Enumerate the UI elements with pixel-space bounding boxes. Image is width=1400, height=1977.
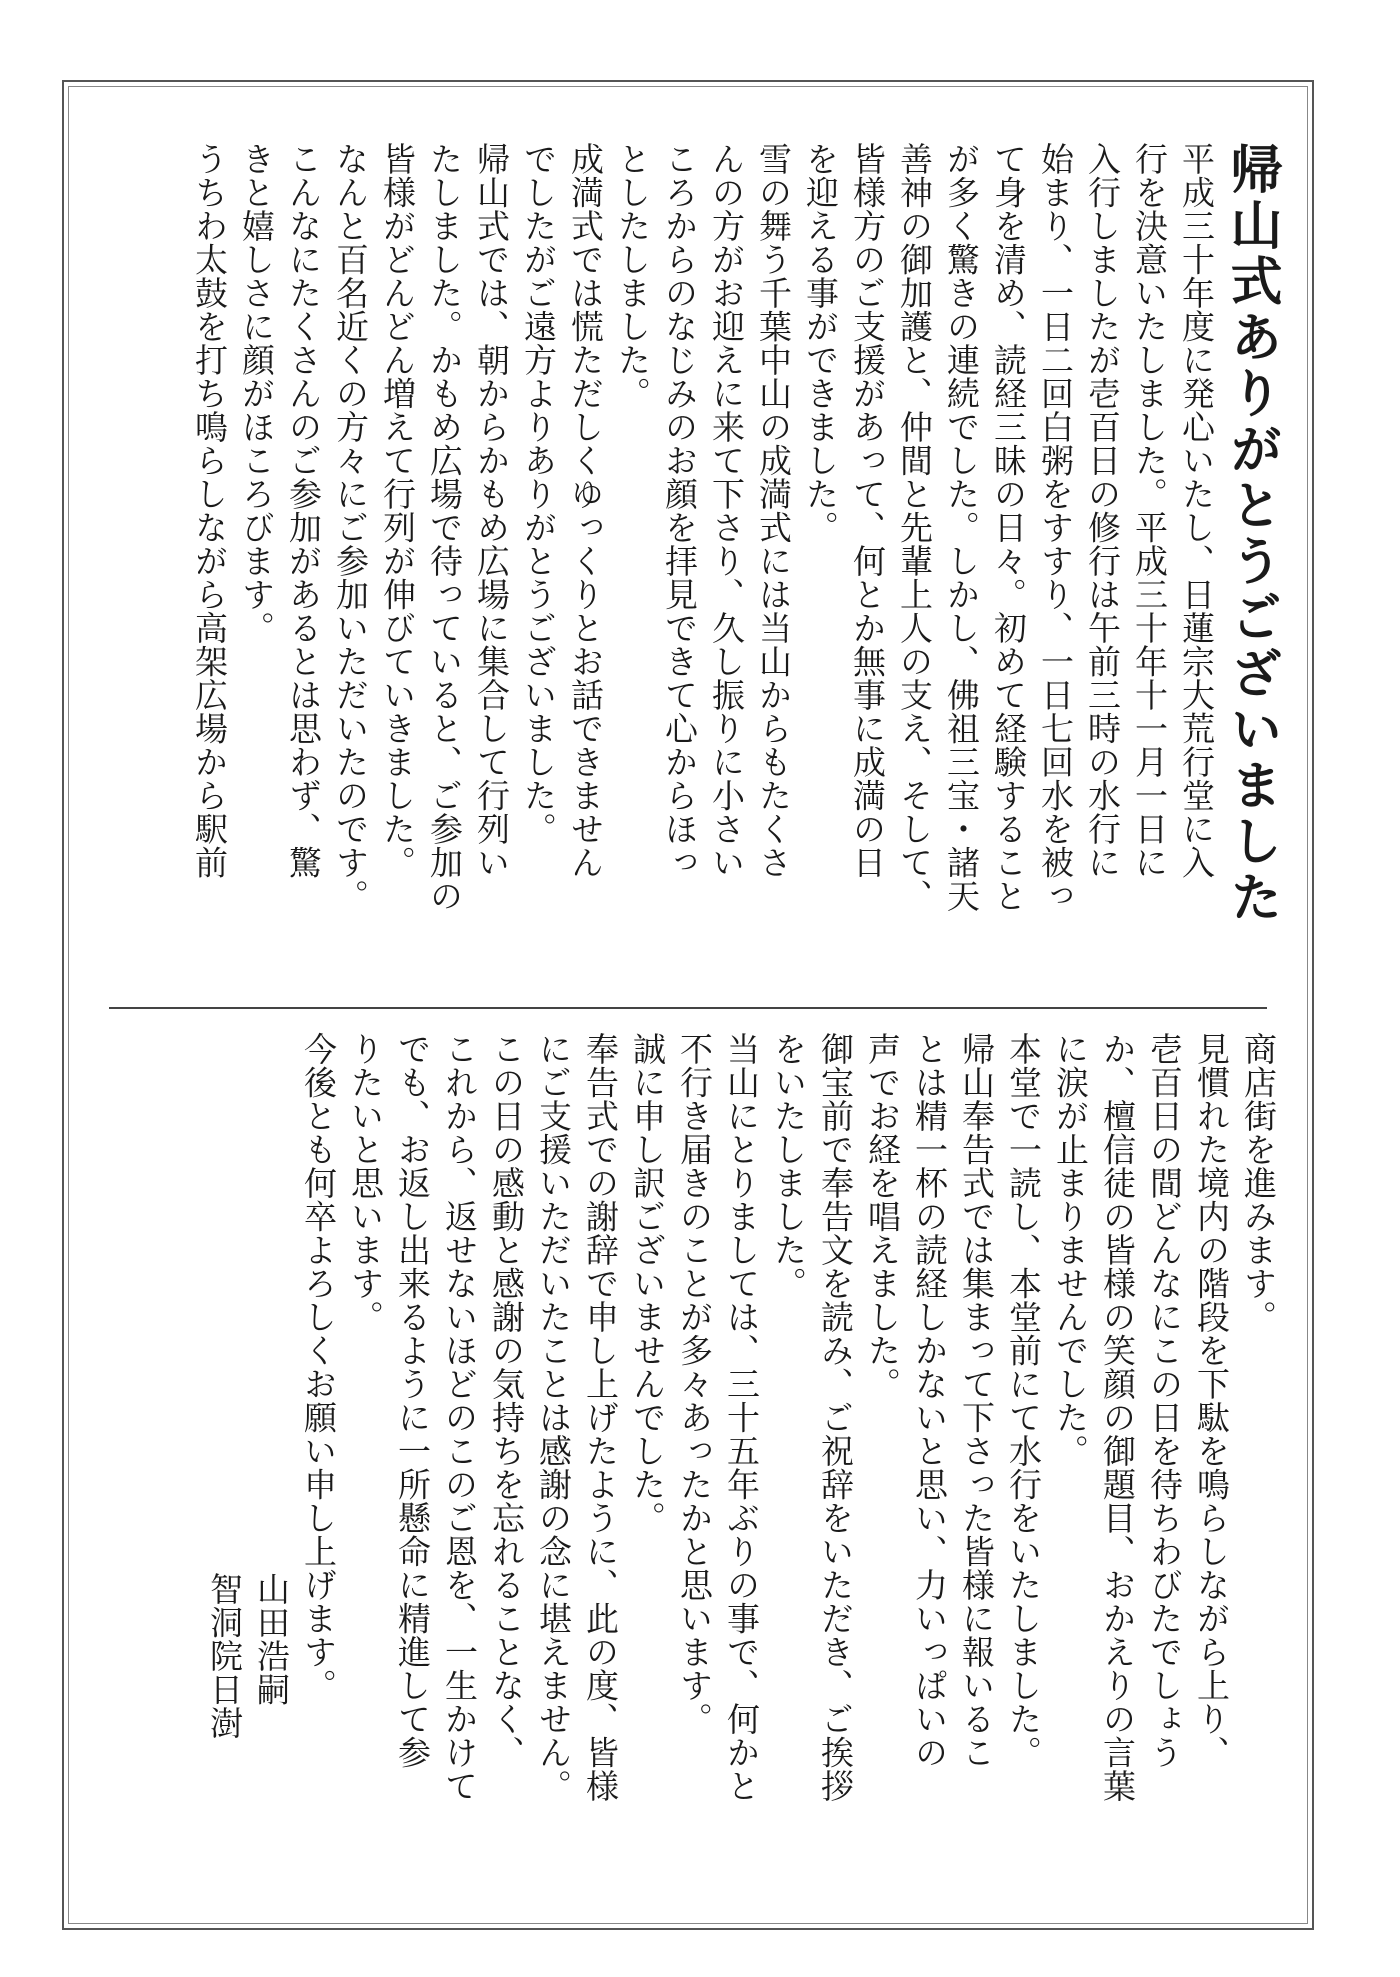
top-text-panel xyxy=(186,142,1282,982)
body-line: 皆様がどんどん増えて行列が伸びていきました。 xyxy=(378,142,417,879)
body-line: 奉告式での謝辞で申し上げたように、此の度、皆様 xyxy=(581,1032,620,1803)
body-line: か、檀信徒の皆様の笑顔の御題目、おかえりの言葉 xyxy=(1098,1032,1137,1803)
body-line: 雪の舞う千葉中山の成満式には当山からもたくさ xyxy=(754,142,793,879)
body-line: 声でお経を唱えました。 xyxy=(863,1032,902,1401)
signature-title-name: 智洞院日澍 xyxy=(205,1572,244,1740)
body-line: 不行き届きのことが多々あったかと思います。 xyxy=(675,1032,714,1736)
document-title: 帰山式ありがとうございました xyxy=(1221,142,1282,926)
body-line: でも、お返し出来るように一所懸命に精進して参 xyxy=(393,1032,432,1769)
body-line: て身を清め、読経三昧の日々。初めて経験すること xyxy=(989,142,1028,913)
body-line: 行を決意いたしました。平成三十年十一月一日に xyxy=(1130,142,1169,879)
body-line: 誠に申し訳ございませんでした。 xyxy=(628,1032,667,1535)
body-line: を迎える事ができました。 xyxy=(801,142,840,544)
body-line: 今後とも何卒よろしくお願い申し上げます。 xyxy=(299,1032,338,1702)
body-line: 入行しましたが壱百日の修行は午前三時の水行に xyxy=(1083,142,1122,879)
body-line: 成満式では慌ただしくゆっくりとお話できません xyxy=(566,142,605,879)
body-line: うちわ太鼓を打ち鳴らしながら高架広場から駅前 xyxy=(190,142,229,879)
body-line: 商店街を進みます。 xyxy=(1239,1032,1278,1334)
body-line: に涙が止まりませんでした。 xyxy=(1051,1032,1090,1468)
body-line: にご支援いただいたことは感謝の念に堪えません。 xyxy=(534,1032,573,1803)
body-line: 皆様方のご支援があって、何とか無事に成満の日 xyxy=(848,142,887,879)
section-divider xyxy=(109,1007,1267,1009)
body-line: この日の感動と感謝の気持ちを忘れることなく、 xyxy=(487,1032,526,1769)
signature-name: 山田浩嗣 xyxy=(252,1572,291,1706)
body-line: これから、返せないほどのこのご恩を、一生かけて xyxy=(440,1032,479,1803)
body-line: たしました。かもめ広場で待っていると、ご参加の xyxy=(425,142,464,913)
body-line: 善神の御加護と、仲間と先輩上人の支え、そして、 xyxy=(895,142,934,913)
body-line: が多く驚きの連続でした。しかし、佛祖三宝・諸天 xyxy=(942,142,981,913)
body-line: んの方がお迎えに来て下さり、久し振りに小さい xyxy=(707,142,746,879)
body-line: 壱百日の間どんなにこの日を待ちわびたでしょう xyxy=(1145,1032,1184,1769)
body-line: 本堂で一読し、本堂前にて水行をいたしました。 xyxy=(1004,1032,1043,1769)
body-line: をいたしました。 xyxy=(769,1032,808,1300)
body-line: でしたがご遠方よりありがとうございました。 xyxy=(519,142,558,846)
body-line: とは精一杯の読経しかないと思い、力いっぱいの xyxy=(910,1032,949,1769)
body-line: 見慣れた境内の階段を下駄を鳴らしながら上り、 xyxy=(1192,1032,1231,1769)
bottom-text-panel xyxy=(201,1032,1282,1902)
body-line: 平成三十年度に発心いたし、日蓮宗大荒行堂に入 xyxy=(1177,142,1216,879)
body-line: としたしました。 xyxy=(613,142,652,410)
body-line: 当山にとりましては、三十五年ぶりの事で、何かと xyxy=(722,1032,761,1803)
body-line: ころからのなじみのお顔を拝見できて心からほっ xyxy=(660,142,699,879)
body-line: りたいと思います。 xyxy=(346,1032,385,1334)
document-page xyxy=(62,80,1314,1930)
body-line: 始まり、一日二回白粥をすすり、一日七回水を被っ xyxy=(1036,142,1075,913)
body-line: きと嬉しさに顔がほころびます。 xyxy=(237,142,276,645)
body-line: こんなにたくさんのご参加があるとは思わず、驚 xyxy=(284,142,323,879)
body-line: 帰山奉告式では集まって下さった皆様に報いるこ xyxy=(957,1032,996,1769)
body-line: 御宝前で奉告文を読み、ご祝辞をいただき、ご挨拶 xyxy=(816,1032,855,1803)
body-line: なんと百名近くの方々にご参加いただいたのです。 xyxy=(331,142,370,913)
body-line: 帰山式では、朝からかもめ広場に集合して行列い xyxy=(472,142,511,879)
